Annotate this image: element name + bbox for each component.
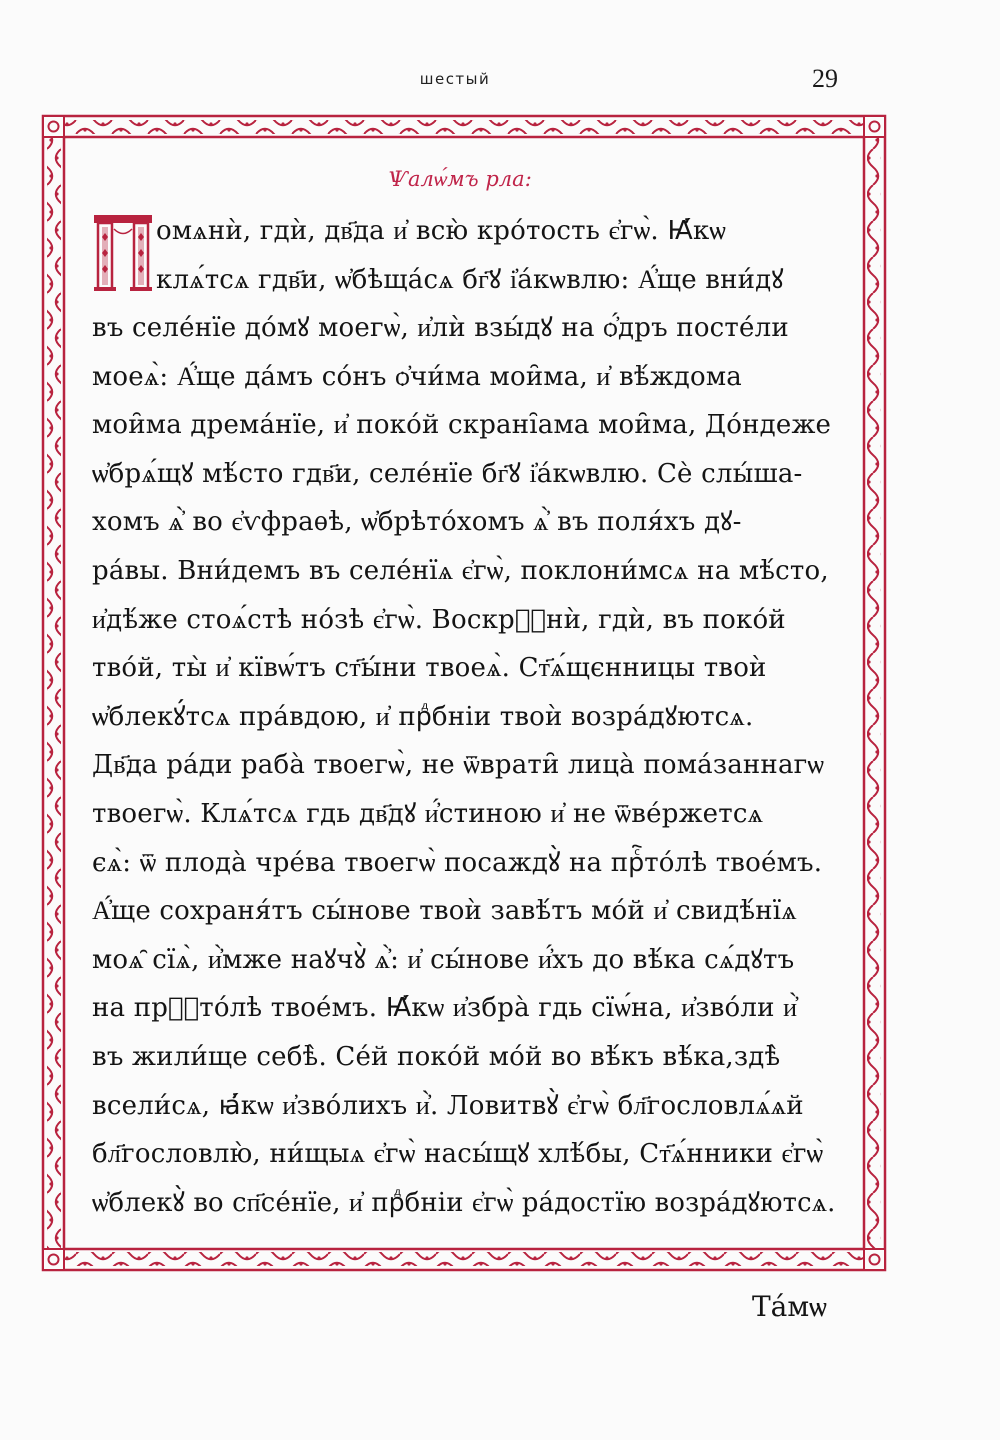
text-line: на прⷭ҇то́лѣ твое́мъ. Ꙗ҆́кѡ и҆збра̀ гдь сїѡ́на, и҆зво́ли и҆̀ <box>92 993 798 1024</box>
text-line: въ селе́нїе до́мꙋ моегѡ̀, и҆лѝ взы́дꙋ на ѻ҆́дръ посте́ли <box>92 313 789 343</box>
text-line: моѧ̑ сїѧ̀, и҆̀мже наꙋчꙋ̀ ѧ҆̀: и҆ сы́нове и҆́хъ до вѣ́ка сѧ́дꙋтъ <box>92 944 795 975</box>
text-line: бл҃гословлю̀, ни́щыѧ є҆гѡ̀ насы́щꙋ хлѣ́бы, Ст҃ѧ́нники є҆гѡ̀ <box>92 1139 824 1170</box>
text-line: твоегѡ̀. Клѧ́тсѧ гдь дв҃дꙋ и҆́стиною и҆ не ѿве́ржетсѧ <box>92 798 764 829</box>
text-line: єѧ̀: ѿ плода̀ чре́ва твоегѡ̀ посаждꙋ̀ на прⷭ҇то́лѣ твое́мъ. <box>92 847 823 878</box>
catchword: Та́мѡ <box>752 1290 827 1323</box>
text-line: омѧнѝ, гдѝ, дв҃да и҆ всю̀ кро́тость є҆гѡ̀. Ꙗ҆́кѡ <box>156 216 727 246</box>
text-line: и҆дѣ́же стоѧ́стѣ но́зѣ є҆гѡ̀. Воскрⷭ҇нѝ, гдѝ, въ поко́й <box>92 604 786 635</box>
text-line: клѧ́тсѧ гдв҃и, ѡ҆бѣща́сѧ бг҃ꙋ і҆а́кѡвлю: А҆́ще вни́дꙋ <box>156 264 784 295</box>
text-line: всели́сѧ, ꙗ҆́кѡ и҆зво́лихъ и҆̀. Ловитвꙋ̀ є҆гѡ̀ бл҃гословлѧ́ѧй <box>92 1090 804 1121</box>
psalm-body <box>92 304 836 1227</box>
running-title: шестый <box>419 70 491 88</box>
text-line: въ жили́ще себѣ̀. Се́й поко́й мо́й во вѣ́къ вѣ́ка,здѣ̀ <box>92 1041 781 1072</box>
text-line: ѡ҆блекꙋ̀ во сп҃се́нїе, и҆ прⷣбніи є҆гѡ̀ ра́достїю возра́дꙋютсѧ. <box>92 1187 836 1218</box>
text-line: мои̑ма дрема́нїе, и҆ поко́й скрані̑ама мои̑ма, До́ндеже <box>92 410 832 441</box>
page-number: 29 <box>812 64 838 93</box>
text-line: ра́вы. Вни́демъ въ селе́нїѧ є҆гѡ̀, поклони́мсѧ на мѣ́сто, <box>92 555 829 586</box>
psalm-first-lines <box>156 207 836 304</box>
text-line: Дв҃да ра́ди раба̀ твоегѡ̀, не ѿврати̑ лица̀ пома́заннагѡ <box>92 750 825 781</box>
text-line: тво́й, ты̀ и҆ кївѡ́тъ ст҃ы́ни твоеѧ̀. Ст҃ѧ́щєнницы твоѝ <box>92 653 767 684</box>
running-head <box>0 64 1000 94</box>
illuminated-initial-letter <box>92 211 154 293</box>
text-line: хомъ ѧ҆̀ во є҆ѵфраѳѣ, ѡ҆брѣто́хомъ ѧ҆̀ въ поля́хъ дꙋ- <box>92 507 742 538</box>
text-line: ѡ҆брѧ́щꙋ мѣ́сто гдв҃и, селе́нїе бг҃ꙋ і҆а́кѡвлю. Сѐ слы́ша- <box>92 458 803 489</box>
text-line: А҆́ще сохраня́тъ сы́нове твоѝ завѣ́тъ мо́й и҆ свидѣ́нїѧ <box>92 896 797 927</box>
text-line: моеѧ̀: А҆́ще да́мъ со́нъ ѻ҆чи́ма мои̑ма, и҆ вѣ́ждома <box>92 361 742 392</box>
psalm-heading: Ѱалѡ́мъ рла: <box>388 167 532 191</box>
text-line: ѡ҆блекꙋ́тсѧ пра́вдою, и҆ прⷣбніи твоѝ возра́дꙋютсѧ. <box>92 701 754 732</box>
initial-letter-glyph: П <box>118 273 128 284</box>
